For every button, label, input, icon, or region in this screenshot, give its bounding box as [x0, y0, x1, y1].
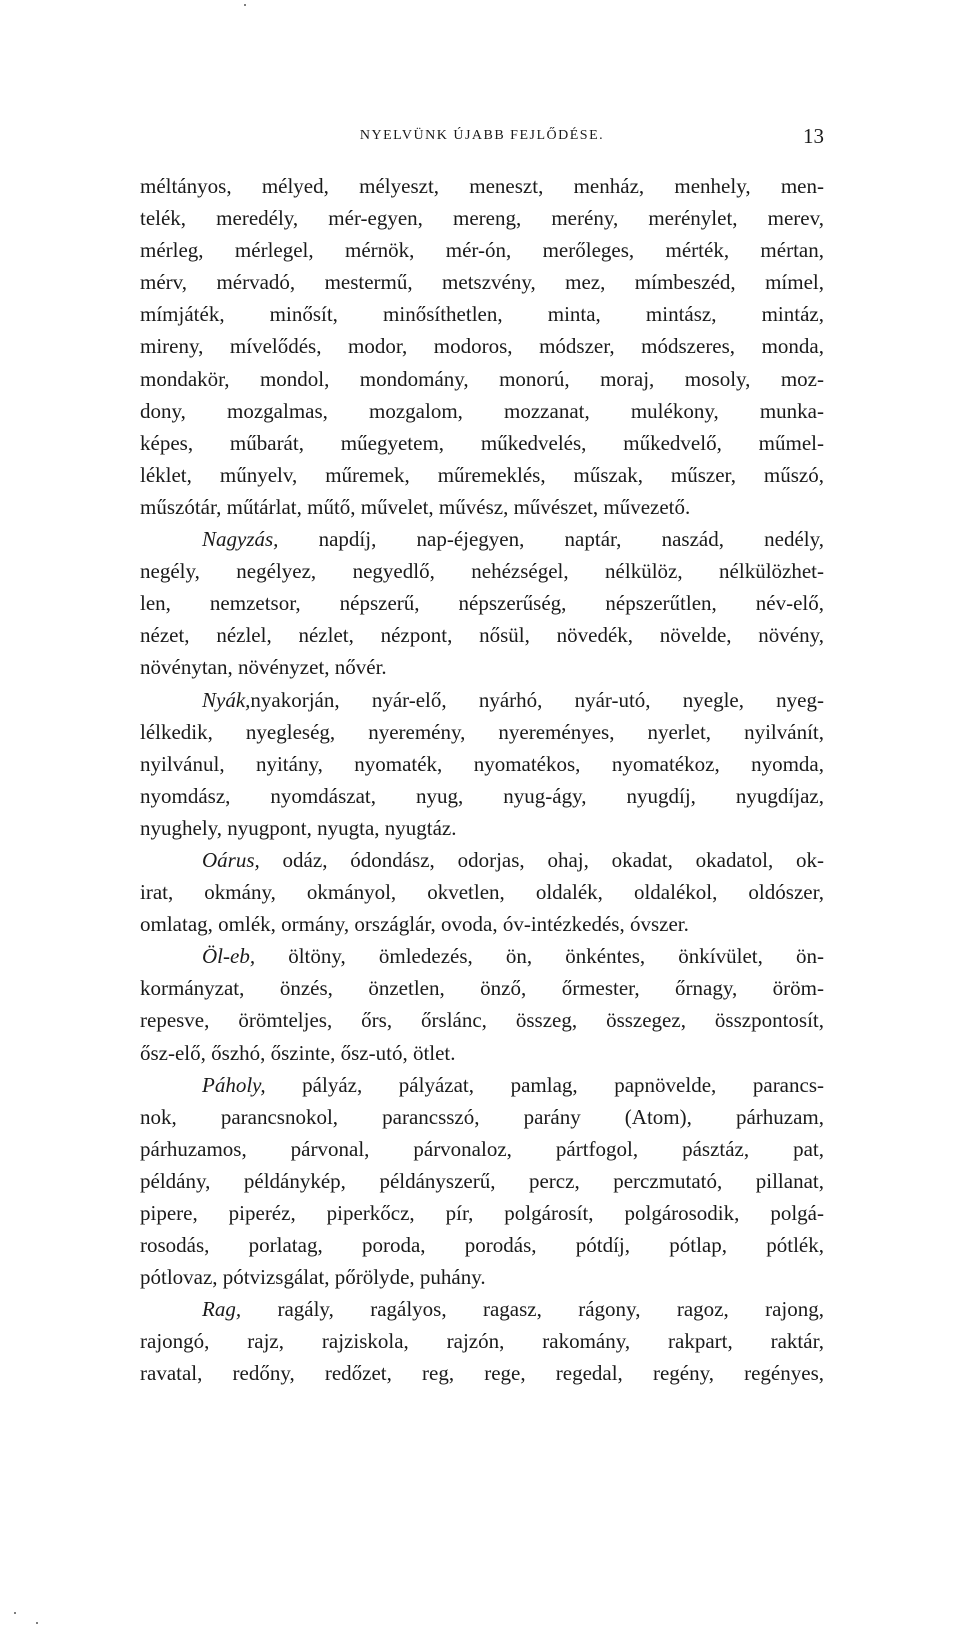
line-text: pótlovaz, pótvizsgálat, pőrölyde, puhány.	[140, 1265, 486, 1290]
text-line	[140, 972, 824, 1004]
text-line	[140, 876, 824, 908]
text-line	[140, 1133, 824, 1165]
line-text: rosodás, porlatag, poroda, porodás, pótdíj, pótlap, pótlék,	[140, 1233, 824, 1258]
line-text: odáz, ódondász, odorjas, ohaj, okadat, okadatol, ok-	[259, 847, 824, 872]
text-line	[140, 716, 824, 748]
text-line	[140, 1293, 824, 1325]
text-line	[140, 587, 824, 619]
text-line	[140, 940, 824, 972]
text-line	[140, 491, 824, 523]
text-line	[140, 459, 824, 491]
text-line	[140, 1037, 824, 1069]
text-line	[140, 1004, 824, 1036]
text-line	[140, 1357, 824, 1389]
text-line	[140, 844, 824, 876]
line-text: mímjáték, minősít, minősíthetlen, minta, mintász, mintáz,	[140, 302, 824, 327]
line-text: öltöny, ömledezés, ön, önkéntes, önkívület, ön-	[255, 944, 824, 969]
line-text: napdíj, nap-éjegyen, naptár, naszád, nedély,	[278, 527, 824, 552]
text-line	[140, 619, 824, 651]
line-text: mondakör, mondol, mondomány, monorú, moraj, mosoly, moz-	[140, 366, 824, 391]
text-line	[140, 1165, 824, 1197]
line-text: kormányzat, önzés, önzetlen, önző, őrmester, őrnagy, öröm-	[140, 976, 824, 1001]
line-text: irat, okmány, okmányol, okvetlen, oldalék, oldalékol, oldószer,	[140, 880, 824, 905]
text-line	[140, 427, 824, 459]
print-speck	[244, 4, 246, 6]
line-text: pipere, piperéz, piperkőcz, pír, polgárosít, polgárosodik, polgá-	[140, 1201, 824, 1225]
running-head	[140, 124, 824, 148]
running-title: NYELVÜNK ÚJABB FEJLŐDÉSE.	[359, 128, 605, 143]
line-text: léklet, műnyelv, műremek, műremeklés, műszak, műszer, műszó,	[140, 462, 824, 487]
text-line	[140, 1325, 824, 1357]
text-line	[140, 1229, 824, 1261]
text-line	[140, 202, 824, 234]
text-line	[140, 780, 824, 812]
line-text: nok, parancsnokol, parancsszó, parány (Atom), párhuzam,	[140, 1104, 824, 1129]
entry-head-word: Páholy,	[202, 1072, 266, 1097]
line-text: dony, mozgalmas, mozgalom, mozzanat, mulékony, munka-	[140, 398, 824, 423]
body-text	[140, 170, 824, 1390]
line-text: növénytan, növényzet, nővér.	[140, 655, 387, 680]
text-line	[140, 330, 824, 362]
line-text: ősz-elő, őszhó, őszinte, ősz-utó, ötlet.	[140, 1040, 456, 1065]
line-text: ragály, ragályos, ragasz, rágony, ragoz, rajong,	[241, 1297, 824, 1322]
line-text: lélkedik, nyegleség, nyeremény, nyereményes, nyerlet, nyilvánít,	[140, 719, 824, 744]
line-text: repesve, örömteljes, őrs, őrslánc, összeg, összegez, összpontosít,	[140, 1008, 824, 1033]
text-line	[140, 1261, 824, 1293]
line-text: pályáz, pályázat, pamlag, papnövelde, parancs-	[265, 1072, 824, 1097]
text-line	[140, 651, 824, 683]
text-line	[140, 234, 824, 266]
text-line	[140, 684, 824, 716]
text-line	[140, 298, 824, 330]
line-text: példány, példánykép, példányszerű, percz, perczmutató, pillanat,	[140, 1168, 824, 1193]
entry-head-word: Nyák,	[202, 687, 251, 712]
text-line	[140, 812, 824, 844]
line-text: len, nemzetsor, népszerű, népszerűség, népszerűtlen, név-elő,	[140, 591, 824, 616]
line-text: méltányos, mélyed, mélyeszt, meneszt, menház, menhely, men-	[140, 174, 824, 198]
text-line	[140, 1069, 824, 1101]
line-text: nézet, nézlel, nézlet, nézpont, nősül, növedék, növelde, növény,	[140, 623, 824, 648]
line-text: párhuzamos, párvonal, párvonaloz, pártfogol, pásztáz, pat,	[140, 1136, 824, 1161]
line-text: mérv, mérvadó, mestermű, metszvény, mez, mímbeszéd, mímel,	[140, 270, 824, 295]
text-line	[140, 748, 824, 780]
line-text: mérleg, mérlegel, mérnök, mér-ón, merőleges, mérték, mértan,	[140, 238, 824, 263]
line-text: rajongó, rajz, rajziskola, rajzón, rakomány, rakpart, raktár,	[140, 1329, 824, 1354]
line-text: képes, műbarát, műegyetem, műkedvelés, műkedvelő, műmel-	[140, 430, 824, 455]
text-line	[140, 170, 824, 202]
line-text: műszótár, műtárlat, műtő, művelet, művész, művészet, művezető.	[140, 494, 691, 519]
entry-head-word: Öl-eb,	[202, 944, 256, 969]
entry-head-word: Nagyzás,	[202, 527, 279, 552]
text-line	[140, 1197, 824, 1229]
text-line	[140, 523, 824, 555]
text-line	[140, 1101, 824, 1133]
text-line	[140, 395, 824, 427]
text-line	[140, 555, 824, 587]
line-text: nyughely, nyugpont, nyugta, nyugtáz.	[140, 815, 457, 840]
page-number: 13	[803, 124, 824, 148]
line-text: ravatal, redőny, redőzet, reg, rege, regedal, regény, regényes,	[140, 1361, 824, 1386]
text-line	[140, 266, 824, 298]
line-text: nyomdász, nyomdászat, nyug, nyug-ágy, nyugdíj, nyugdíjaz,	[140, 783, 824, 808]
line-text: mireny, mívelődés, modor, modoros, módszer, módszeres, monda,	[140, 334, 824, 359]
print-speck	[14, 1612, 16, 1614]
entry-head-word: Oárus,	[202, 847, 260, 872]
text-line	[140, 908, 824, 940]
line-text: nyakorján, nyár-elő, nyárhó, nyár-utó, nyegle, nyeg-	[250, 687, 824, 712]
entry-head-word: Rag,	[202, 1297, 242, 1322]
print-speck	[36, 1622, 38, 1624]
text-line	[140, 363, 824, 395]
line-text: negély, negélyez, negyedlő, nehézségel, nélkülöz, nélkülözhet-	[140, 559, 824, 584]
line-text: omlatag, omlék, ormány, országlár, ovoda, óv-intézkedés, óvszer.	[140, 912, 689, 937]
line-text: telék, meredély, mér-egyen, mereng, merény, merénylet, merev,	[140, 206, 824, 231]
line-text: nyilvánul, nyitány, nyomaték, nyomatékos, nyomatékoz, nyomda,	[140, 751, 824, 776]
